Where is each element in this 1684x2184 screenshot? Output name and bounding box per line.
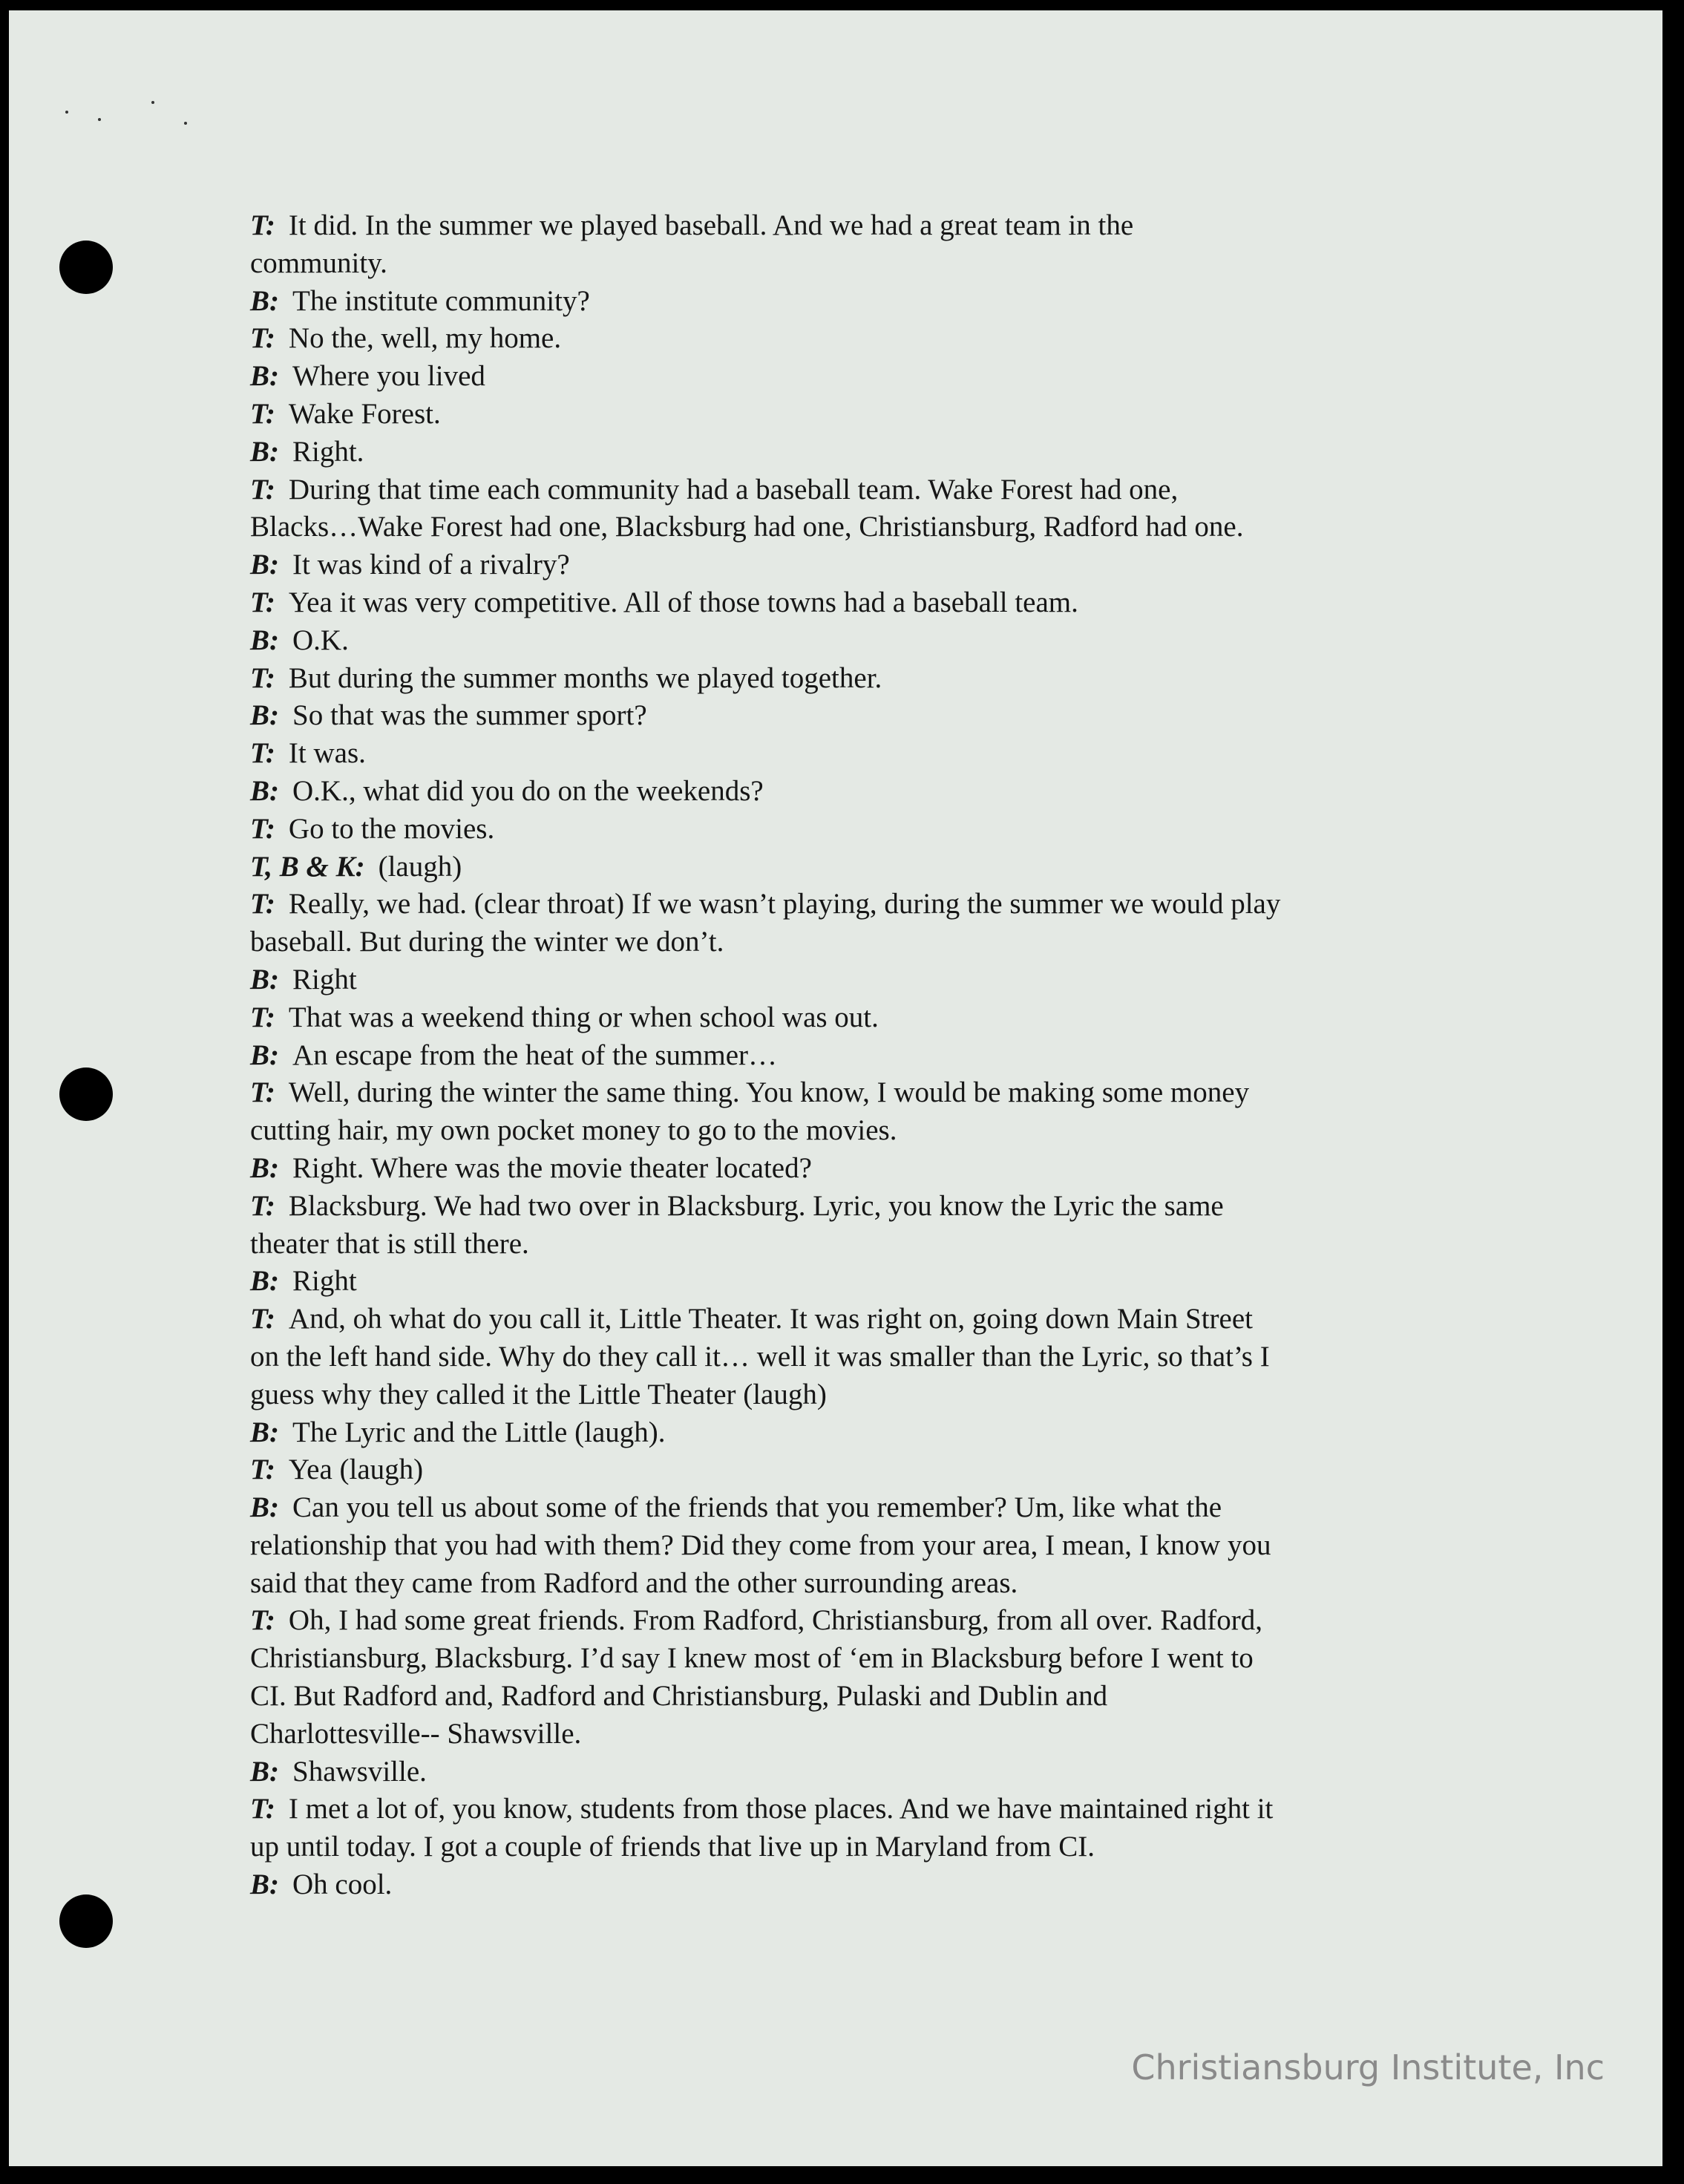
- line-text: It was.: [288, 737, 366, 770]
- transcript-line: [250, 961, 1430, 999]
- line-text: CI. But Radford and, Radford and Christiansburg, Pulaski and Dublin and: [250, 1680, 1108, 1713]
- line-text: The Lyric and the Little (laugh).: [292, 1416, 666, 1448]
- speaker-label: B:: [250, 435, 279, 468]
- transcript-line: [250, 1527, 1430, 1565]
- speaker-label: B:: [250, 1039, 279, 1071]
- transcript-line: [250, 1037, 1430, 1075]
- line-text: Where you lived: [292, 360, 485, 393]
- line-text: up until today. I got a couple of friends that live up in Maryland from CI.: [250, 1831, 1095, 1863]
- transcript-line: [250, 697, 1430, 735]
- speaker-label: B:: [250, 549, 279, 581]
- transcript-line: [250, 320, 1430, 358]
- speaker-label: B:: [250, 624, 279, 656]
- transcript-line: [250, 1678, 1430, 1716]
- line-text: It did. In the summer we played baseball. And we had a great team in the: [288, 209, 1134, 241]
- speaker-label: B:: [250, 1755, 279, 1788]
- speaker-label: B:: [250, 1265, 279, 1298]
- speaker-label: B:: [250, 1151, 279, 1184]
- line-text: Blacksburg. We had two over in Blacksburg. Lyric, you know the Lyric the same: [288, 1189, 1224, 1222]
- binder-hole-top: [59, 241, 113, 294]
- line-text: Yea it was very competitive. All of those towns had a baseball team.: [288, 586, 1078, 618]
- transcript-body: [250, 207, 1430, 1904]
- binder-hole-middle: [59, 1068, 113, 1121]
- transcript-line: [250, 999, 1430, 1037]
- transcript-line: [250, 1188, 1430, 1226]
- line-text: Can you tell us about some of the friends that you remember? Um, like what the: [292, 1491, 1222, 1524]
- transcript-line: [250, 207, 1430, 245]
- transcript-line: [250, 1716, 1430, 1753]
- transcript-line: [250, 1338, 1430, 1376]
- speaker-label: B:: [250, 699, 279, 732]
- transcript-line: [250, 283, 1430, 321]
- transcript-line: [250, 1753, 1430, 1791]
- line-text: That was a weekend thing or when school was out.: [288, 1001, 879, 1033]
- transcript-line: [250, 1565, 1430, 1603]
- transcript-line: [250, 1414, 1430, 1452]
- transcript-line: [250, 1791, 1430, 1828]
- line-text: So that was the summer sport?: [292, 699, 647, 732]
- speaker-label: B:: [250, 360, 279, 393]
- binder-hole-bottom: [59, 1894, 113, 1948]
- line-text: And, oh what do you call it, Little Theater. It was right on, going down Main Street: [288, 1303, 1253, 1335]
- transcript-line: [250, 1263, 1430, 1301]
- speaker-label: T:: [250, 397, 275, 430]
- line-text: Really, we had. (clear throat) If we wasn’t playing, during the summer we would play: [288, 888, 1281, 921]
- speaker-label: B:: [250, 1869, 279, 1901]
- line-text: cutting hair, my own pocket money to go to the movies.: [250, 1114, 897, 1147]
- paper-speck: [151, 101, 154, 104]
- transcript-line: [250, 1226, 1430, 1263]
- transcript-line: [250, 1451, 1430, 1489]
- transcript-line: [250, 1150, 1430, 1188]
- line-text: Right. Where was the movie theater located?: [292, 1151, 812, 1184]
- speaker-label: B:: [250, 284, 279, 317]
- line-text: O.K., what did you do on the weekends?: [292, 774, 764, 807]
- document-page: [9, 10, 1662, 2166]
- transcript-line: [250, 1866, 1430, 1904]
- transcript-line: [250, 886, 1430, 923]
- speaker-label: T:: [250, 1001, 275, 1033]
- line-text: An escape from the heat of the summer…: [292, 1039, 778, 1071]
- line-text: No the, well, my home.: [288, 322, 562, 355]
- transcript-line: [250, 584, 1430, 622]
- speaker-label: T:: [250, 1303, 275, 1335]
- speaker-label: T:: [250, 1793, 275, 1825]
- speaker-label: B:: [250, 963, 279, 995]
- line-text: guess why they called it the Little Theater (laugh): [250, 1378, 827, 1410]
- transcript-line: [250, 1602, 1430, 1640]
- speaker-label: T:: [250, 209, 275, 241]
- speaker-label: T:: [250, 737, 275, 770]
- transcript-line: [250, 1489, 1430, 1527]
- transcript-line: [250, 735, 1430, 773]
- speaker-label: T:: [250, 1604, 275, 1637]
- line-text: Blacks…Wake Forest had one, Blacksburg had one, Christiansburg, Radford had one.: [250, 511, 1244, 543]
- speaker-label: T:: [250, 322, 275, 355]
- line-text: Right.: [292, 435, 364, 468]
- transcript-line: [250, 660, 1430, 698]
- transcript-line: [250, 1301, 1430, 1338]
- transcript-line: [250, 1074, 1430, 1112]
- line-text: Well, during the winter the same thing. You know, I would be making some money: [288, 1076, 1250, 1109]
- transcript-line: [250, 622, 1430, 660]
- line-text: relationship that you had with them? Did they come from your area, I mean, I know you: [250, 1529, 1271, 1561]
- speaker-label: T:: [250, 812, 275, 845]
- speaker-label: T:: [250, 473, 275, 506]
- transcript-line: [250, 396, 1430, 434]
- paper-speck: [98, 118, 101, 121]
- transcript-line: [250, 1828, 1430, 1866]
- line-text: baseball. But during the winter we don’t.: [250, 926, 724, 958]
- speaker-label: B:: [250, 774, 279, 807]
- line-text: During that time each community had a baseball team. Wake Forest had one,: [288, 473, 1179, 506]
- line-text: Right: [292, 963, 357, 995]
- speaker-label: T:: [250, 1189, 275, 1222]
- line-text: Yea (laugh): [288, 1454, 424, 1486]
- speaker-label: T:: [250, 661, 275, 694]
- paper-speck: [65, 111, 68, 114]
- paper-speck: [184, 122, 187, 125]
- line-text: I met a lot of, you know, students from those places. And we have maintained right it: [288, 1793, 1274, 1825]
- transcript-line: [250, 546, 1430, 584]
- line-text: Oh, I had some great friends. From Radford, Christiansburg, from all over. Radford,: [288, 1604, 1262, 1637]
- line-text: on the left hand side. Why do they call it… well it was smaller than the Lyric, so that’s I: [250, 1340, 1270, 1373]
- line-text: But during the summer months we played together.: [288, 661, 882, 694]
- line-text: Christiansburg, Blacksburg. I’d say I knew most of ‘em in Blacksburg before I went to: [250, 1642, 1254, 1675]
- line-text: The institute community?: [292, 284, 590, 317]
- transcript-line: [250, 1640, 1430, 1678]
- line-text: Charlottesville-- Shawsville.: [250, 1717, 582, 1750]
- line-text: O.K.: [292, 624, 349, 656]
- speaker-label: T:: [250, 1076, 275, 1109]
- speaker-label: T:: [250, 1454, 275, 1486]
- transcript-line: [250, 849, 1430, 886]
- line-text: said that they came from Radford and the other surrounding areas.: [250, 1566, 1018, 1599]
- transcript-line: [250, 509, 1430, 546]
- line-text: Shawsville.: [292, 1755, 427, 1788]
- speaker-label: T:: [250, 586, 275, 618]
- transcript-line: [250, 434, 1430, 471]
- transcript-line: [250, 923, 1430, 961]
- speaker-label: B:: [250, 1491, 279, 1524]
- line-text: Go to the movies.: [288, 812, 495, 845]
- speaker-label: T:: [250, 888, 275, 921]
- line-text: theater that is still there.: [250, 1227, 529, 1260]
- transcript-line: [250, 773, 1430, 811]
- line-text: (laugh): [378, 850, 462, 883]
- transcript-line: [250, 471, 1430, 509]
- transcript-line: [250, 358, 1430, 396]
- transcript-line: [250, 1376, 1430, 1414]
- transcript-line: [250, 1112, 1430, 1150]
- speaker-label: T, B & K:: [250, 850, 365, 883]
- transcript-line: [250, 245, 1430, 283]
- line-text: Right: [292, 1265, 357, 1298]
- line-text: community.: [250, 246, 387, 279]
- line-text: Wake Forest.: [288, 397, 441, 430]
- speaker-label: B:: [250, 1416, 279, 1448]
- line-text: It was kind of a rivalry?: [292, 549, 570, 581]
- transcript-line: [250, 811, 1430, 849]
- watermark: Christiansburg Institute, Inc: [1131, 2047, 1605, 2087]
- line-text: Oh cool.: [292, 1869, 393, 1901]
